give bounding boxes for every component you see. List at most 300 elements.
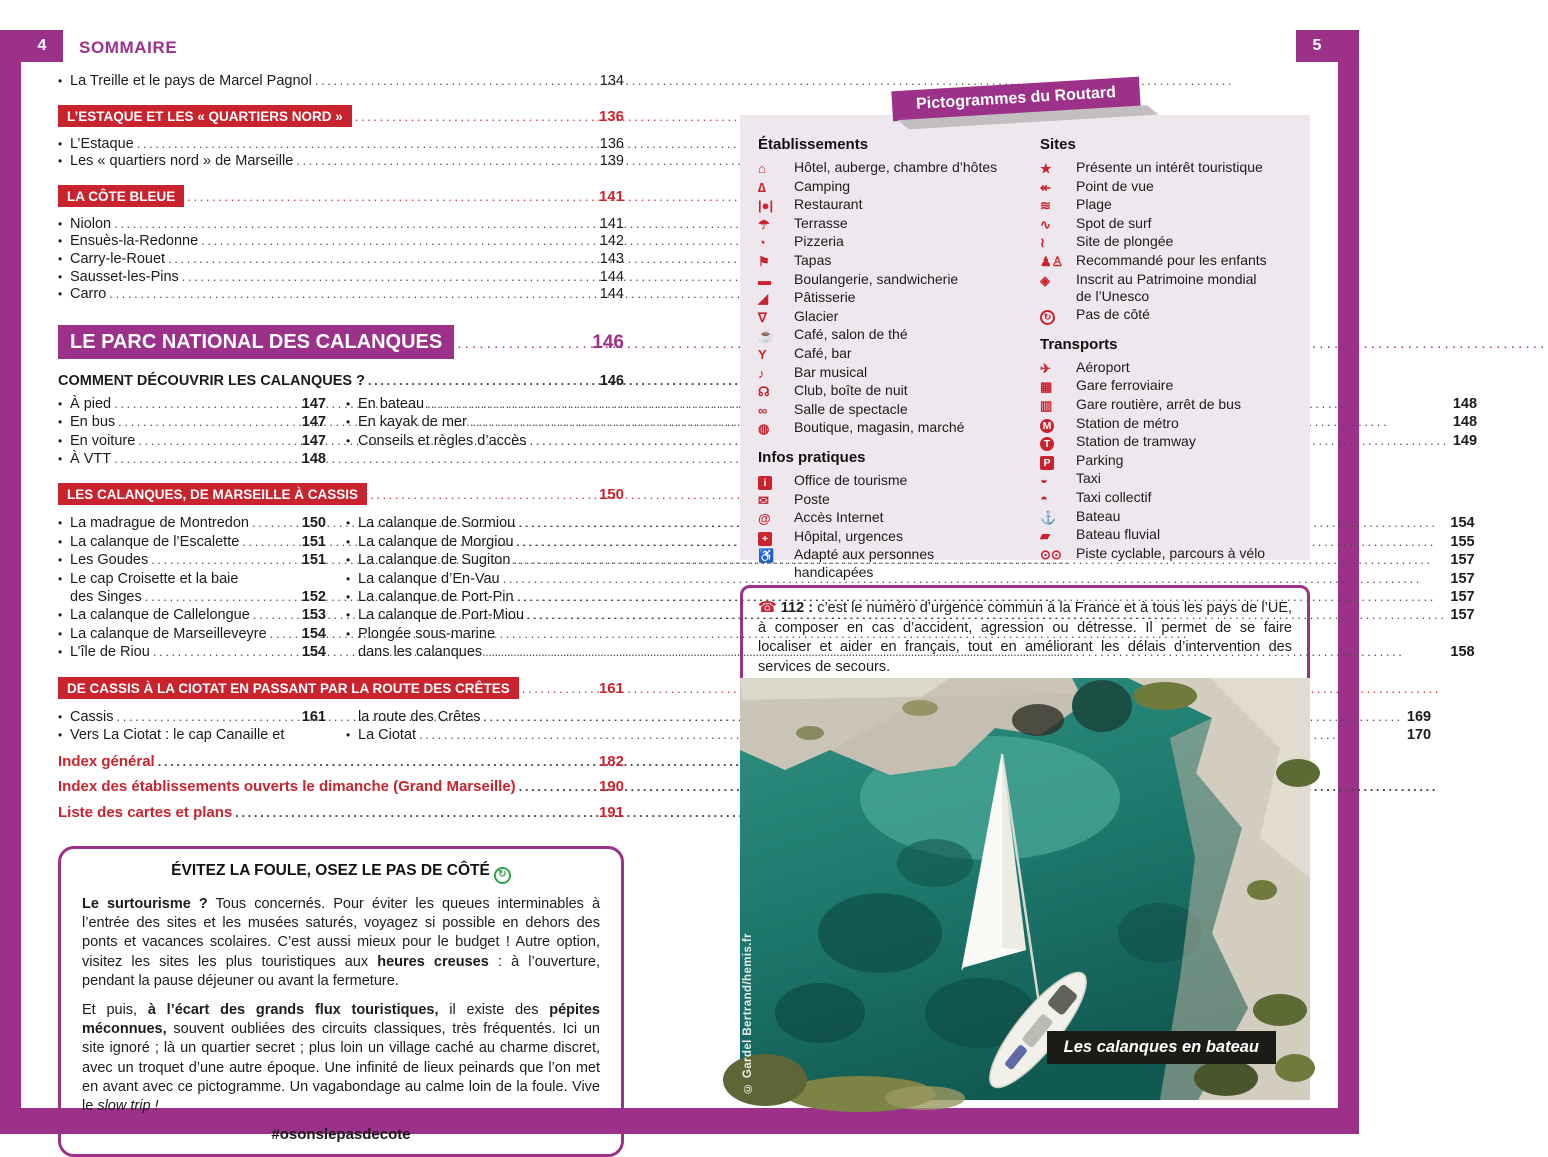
toc-item [58,450,326,468]
dotted-leader [296,153,596,170]
entry-label: • À pied [70,395,112,412]
toc-line [58,708,326,726]
legend-item [758,419,1040,438]
toc-line [58,251,624,268]
toc-column-left [58,708,326,745]
entry-label: • Cassis [70,708,114,725]
legend-item-label: Pâtisserie [794,289,856,306]
legend-item [1040,433,1310,452]
terrace-icon: ☂ [758,216,770,232]
legend-item-label: Inscrit au Patrimoine mondial de l’Unesco [1076,270,1257,305]
dotted-leader [315,73,596,90]
toc-line [58,286,624,303]
entry-label: • La calanque de Morgiou [358,533,514,550]
toc-index-entry [58,753,624,770]
kids-icon: ♟♙ [1040,253,1064,269]
pastry-icon: ◢ [758,291,768,307]
callout-paragraph: Et puis, à l’écart des grands flux touristiques, il existe des pépites méconnues, souvent oubliées des circuits classiques, très fréquentés. Ici un site ignoré ; là un quartier secret ; plus loin un village caché au charme discret, avec un troquet d’une autre époque. Une infinité de lieux peinards que l’on met en avant avec ce pictogramme. Un vagabondage au calme loin de la foule. Vive le slow trip ! [82,1001,600,1114]
dotted-leader [153,643,298,661]
legend-section-heading: Infos pratiques [758,448,866,466]
calanque-photo [740,678,1310,1100]
toc-line [58,533,326,551]
legend-item-label: Hôpital, urgences [794,527,903,544]
tapas-icon: ⚑ [758,253,770,269]
legend-item-label: Site de plongée [1076,233,1174,250]
page-number-right: 5 [1296,30,1338,62]
toc-item [58,514,326,532]
section-banner-page: 141 [598,187,624,205]
toc-line [58,413,326,431]
dotted-leader [457,335,588,353]
index-page: 182 [598,752,624,770]
dotted-leader [368,373,596,389]
legend-item-label: Gare ferroviaire [1076,377,1174,394]
parking-icon-badge: P [1040,456,1054,470]
toc-section-banner [58,105,624,127]
section-banner-label: L’ESTAQUE ET LES « QUARTIERS NORD » [58,105,352,127]
legend-item [1040,159,1310,178]
dotted-leader [151,551,298,569]
entry-page: 153 [301,607,326,624]
cafe-bar-icon: Y [758,346,767,362]
entry-label: • En voiture [70,432,136,449]
toc-line [58,606,326,624]
toc-line [58,625,326,643]
pas-de-cote-icon: ↻ [494,867,511,884]
toc-columns [58,708,1432,745]
pictograms-ribbon: Pictogrammes du Routard [891,77,1140,122]
restaurant-icon: |●| [758,198,774,214]
legend-item-label: Point de vue [1076,177,1154,194]
entry-label: des Singes [70,589,142,605]
dotted-leader [158,753,595,770]
nightclub-icon: ☊ [758,384,770,400]
tourist-interest-icon: ★ [1040,161,1052,176]
legend-item-label: Boutique, magasin, marché [794,419,965,436]
subheading-label: COMMENT DÉCOUVRIR LES CALANQUES ? [58,372,365,389]
airport-icon: ✈ [1040,360,1051,376]
entry-page: 154 [301,625,326,642]
entry-page: 144 [599,268,624,285]
dotted-leader [114,395,298,413]
toc-item [58,643,326,661]
entry-page: 157 [1450,552,1475,569]
callout-title: ÉVITEZ LA FOULE, OSEZ LE PAS DE CÔTÉ ↻ [82,862,600,884]
bike-icon: ⊙⊙ [1040,546,1062,562]
legend-section-heading: Établissements [758,136,869,153]
legend-item [758,345,1040,364]
entry-page: 161 [301,708,326,725]
photo-caption: Les calanques en bateau [1047,1031,1276,1064]
pictogram-legend [740,115,1310,580]
legend-item-label: Pizzeria [794,233,844,250]
entry-label: • La calanque de Sormiou [358,515,516,532]
entry-page: 147 [301,414,326,431]
legend-item [758,326,1040,345]
pizzeria-icon: ◔ [758,235,766,251]
legend-item [758,289,1040,308]
legend-item-label: Recommandé pour les enfants [1076,251,1267,268]
toc-item [58,625,326,643]
river-boat-icon: ▰ [1040,528,1050,544]
wheelchair-icon: ♿ [758,548,775,564]
entry-page: 157 [1450,589,1475,605]
emergency-note [740,585,1310,691]
toc-entry [58,136,624,153]
entry-page: 170 [1406,727,1432,744]
taxi-icon: ◒ [1040,472,1048,488]
sidestep-callout [58,846,624,1157]
legend-item [1040,306,1310,325]
toc-line [58,450,326,468]
toc-entry [58,251,624,268]
toc-entry [58,286,624,303]
legend-item [1040,415,1310,434]
entry-page: 151 [301,552,326,569]
toc-line [58,73,624,90]
toc-entry [58,216,624,233]
toc-line [58,726,326,744]
index-label: Liste des cartes et plans [58,803,233,821]
legend-item [1040,252,1310,271]
toc-section-banner [58,325,624,359]
toc-item [58,395,326,413]
train-station-icon: ▦ [1040,379,1053,395]
toc-line [58,643,326,661]
toc-section-banner [58,483,624,505]
dotted-leader [118,413,298,431]
dotted-leader [182,269,596,286]
legend-item [1040,396,1310,415]
ice-cream-icon: ∇ [758,309,767,325]
section-banner-page: 136 [598,107,624,125]
entry-label: • Les « quartiers nord » de Marseille [70,153,294,170]
entry-page: 147 [301,432,326,449]
entry-page: 152 [301,589,326,605]
legend-item-label: Camping [794,177,851,194]
dotted-leader [235,804,595,821]
legend-item-label: Parking [1076,451,1124,468]
dotted-leader [145,588,298,606]
toc-line [58,432,326,450]
entry-page: 148 [1452,414,1478,431]
emergency-number: 112 : [780,600,814,616]
entry-label: • Carro [70,286,107,303]
index-label: Index des établissements ouverts le dimanche (Grand Marseille) [58,778,516,796]
metro-icon [1040,415,1076,434]
entry-label: • L’Estaque [70,135,134,152]
legend-item [1040,508,1310,527]
legend-item-label: Présente un intérêt touristique [1076,159,1263,175]
dotted-leader [109,286,596,303]
legend-section-heading: Transports [1040,335,1118,353]
toc-index-entry [58,804,624,821]
legend-item-label: Restaurant [794,196,863,213]
sommaire-title: SOMMAIRE [79,38,178,57]
hospital-icon [758,528,794,547]
toc-line [58,153,624,170]
legend-item-label: Taxi collectif [1076,488,1152,505]
index-page: 191 [598,803,624,821]
entry-page: 154 [1450,515,1475,532]
legend-item-label: Plage [1076,196,1112,213]
legend-item-label: Terrasse [794,214,848,231]
legend-item [758,308,1040,327]
legend-item-label: Bateau [1076,507,1121,524]
legend-item [1040,178,1310,197]
legend-item-label: Poste [794,490,830,507]
legend-item-label: Station de métro [1076,414,1179,431]
legend-item [1040,233,1310,252]
legend-item [1040,215,1310,234]
legend-column [1040,136,1310,560]
entry-page: 136 [599,135,624,152]
toc-entry [58,269,624,286]
music-bar-icon: ♪ [758,365,765,381]
section-banner-label: LE PARC NATIONAL DES CALANQUES [58,325,454,359]
tourist-office-icon [758,472,794,491]
entry-label: • L’île de Riou [70,644,150,661]
entry-label: • Niolon [70,215,112,232]
legend-item-label: Station de tramway [1076,433,1196,450]
legend-item-label: Aéroport [1076,358,1130,375]
dotted-leader [270,625,298,643]
entry-page: 142 [599,233,624,250]
toc-entry [58,153,624,170]
legend-item [1040,196,1310,215]
dotted-leader [242,533,298,551]
dotted-leader [187,188,595,206]
entry-label: • Le cap Croisette et la baie [70,570,239,587]
theater-icon: ∞ [758,402,768,418]
legend-item-label: Salle de spectacle [794,400,908,417]
legend-column [758,136,1040,580]
toc-line [58,216,624,233]
toc-item [58,413,326,431]
section-banner-page: 150 [598,486,624,504]
toc-item [58,606,326,624]
legend-item-label: Pas de côté [1076,305,1150,322]
boat-icon: ⚓ [1040,509,1057,525]
entry-label: • En bateau [358,395,425,412]
entry-page: 169 [1406,708,1432,725]
dotted-leader [522,680,595,698]
entry-label: • Vers La Ciotat : le cap Canaille et [70,727,285,744]
dotted-leader [519,778,595,795]
legend-item-label: Bateau fluvial [1076,526,1161,543]
toc-column-left [58,514,326,661]
legend-item [758,178,1040,197]
legend-item [1040,271,1310,306]
section-banner-label: DE CASSIS À LA CIOTAT EN PASSANT PAR LA ROUTE DES CRÊTES [58,677,519,699]
toc-line [58,269,624,286]
section-banner-page: 146 [592,331,624,353]
legend-item [758,509,1040,528]
dotted-leader [114,450,298,468]
entry-page: 148 [301,450,326,467]
toc-subheading [58,373,624,389]
pas-de-cote-icon-badge: ↻ [1040,310,1055,325]
legend-item [758,472,1040,491]
surf-icon: ∿ [1040,216,1051,232]
legend-item-label: Club, boîte de nuit [794,382,908,399]
legend-item [1040,470,1310,489]
toc-item [58,708,326,726]
entry-page: 143 [599,250,624,267]
legend-item [758,159,1040,178]
toc-line [58,233,624,250]
entry-label: • Les Goudes [70,552,149,569]
photo-credit: © Gardel Bertrand/hemis.fr [742,932,754,1094]
entry-page: 134 [599,73,624,89]
dotted-leader [117,708,298,726]
toc-column-left [58,395,326,469]
parking-icon [1040,452,1076,471]
dotted-leader [253,606,298,624]
phone-icon: ☎ [758,599,777,616]
metro-icon-badge: M [1040,419,1054,433]
entry-page: 141 [599,215,624,232]
emergency-text: c’est le numéro d’urgence commun à la France et à tous les pays de l’UE, à composer en cas d’accident, agression ou détresse. Il permet de se faire localiser et aider en français, tout en améliorant les délais d’intervention des services de secours. [758,600,1293,675]
legend-item [1040,545,1310,564]
entry-page: 144 [599,286,624,303]
entry-page: 157 [1450,570,1475,587]
callout-paragraph: Le surtourisme ? Tous concernés. Pour éviter les queues interminables à l’entrée des sites et les musées saturés, voyagez si possible en dehors des ponts et vacances scolaires. C’est aussi mieux pour le budget ! Autre option, visitez les sites les plus touristiques aux heures creuses : à l’ouverture, pendant la pause déjeuner ou avant la fermeture. [82,895,601,989]
camping-icon: ∆ [758,179,766,195]
legend-item-label: Spot de surf [1076,214,1152,231]
legend-item [1040,377,1310,396]
entry-label: • Plongée sous-marine [358,625,496,642]
tramway-icon-badge: T [1040,437,1054,451]
post-office-icon: ✉ [758,492,769,508]
toc-line [58,395,326,413]
entry-label: • En bus [70,414,116,431]
entry-page: 157 [1450,607,1475,624]
unesco-icon: ◈ [1040,272,1050,288]
legend-item [758,491,1040,510]
toc-item [58,570,326,607]
entry-label: • Sausset-les-Pins [70,268,179,285]
toc-entry [58,73,624,90]
shop-icon: ◍ [758,421,770,437]
entry-label: • La calanque d’En-Vau [358,570,500,587]
dotted-leader [138,432,298,450]
dotted-leader [114,216,596,233]
entry-label: • La calanque de l’Escalette [70,533,240,550]
entry-page: 149 [1452,432,1478,449]
entry-label: • Carry-le-Rouet [70,250,166,267]
entry-label: • La calanque de Port-Miou [358,607,525,624]
entry-label: • La Treille et le pays de Marcel Pagnol [70,73,312,89]
entry-page: 139 [599,153,624,170]
toc-section-banner [58,677,624,699]
entry-page: 151 [301,533,326,550]
entry-label: dans les calanques [358,644,483,661]
legend-item-label: Adapté aux personnes handicapées [794,546,935,580]
legend-item-label: Piste cyclable, parcours à vélo [1076,544,1266,561]
toc-item [58,432,326,450]
toc-item [58,551,326,569]
toc-section-banner [58,185,624,207]
dotted-leader [252,514,298,532]
section-banner-page: 161 [598,679,624,697]
dotted-leader [201,233,596,250]
entry-label: • La calanque de Sugiton [358,552,511,569]
bakery-icon: ▬ [758,272,771,288]
entry-page: 155 [1450,533,1475,550]
viewpoint-icon: ↞ [1040,179,1051,195]
legend-item [758,271,1040,290]
beach-icon: ≋ [1040,198,1051,214]
bus-station-icon: ▥ [1040,397,1053,413]
section-banner-label: LES CALANQUES, DE MARSEILLE À CASSIS [58,483,367,505]
entry-label: • La calanque de Port-Pin [358,589,514,605]
legend-item-label: Tapas [794,251,832,268]
legend-section-heading: Sites [1040,136,1076,153]
legend-item [758,528,1040,547]
legend-item [758,196,1040,215]
entry-page: 154 [301,644,326,661]
entry-label: • Ensuès-la-Redonne [70,233,199,250]
spine-bar-left [0,30,21,1108]
legend-item-label: Glacier [794,307,839,324]
entry-label: • La madrague de Montredon [70,515,249,532]
hotel-icon: ⌂ [758,161,766,176]
toc-index-entry [58,778,624,795]
legend-item [758,546,1040,581]
page-number-left: 4 [21,30,63,62]
entry-label: • La Ciotat [358,727,417,744]
toc-line [58,570,326,588]
legend-item [758,382,1040,401]
dotted-leader [137,136,596,153]
legend-item [1040,452,1310,471]
entry-page: 150 [301,515,326,532]
legend-item-label: Bar musical [794,363,868,380]
page-right [740,0,1310,1134]
entry-page: 148 [1452,395,1478,412]
legend-item [758,252,1040,271]
toc-line [58,551,326,569]
legend-item [758,364,1040,383]
toc-line [58,136,624,153]
legend-item [758,215,1040,234]
legend-item [1040,489,1310,508]
dotted-leader [168,251,596,268]
entry-label: • À VTT [70,450,112,467]
entry-label: • La calanque de Callelongue [70,607,250,624]
entry-label: • En kayak de mer [358,414,467,431]
entry-label: la route des Crêtes [358,708,481,725]
legend-item-label: Accès Internet [794,509,884,526]
legend-item-label: Taxi [1076,470,1101,487]
callout-body [82,895,600,1116]
entry-page: 147 [301,395,326,412]
legend-item-label: Café, bar [794,344,852,361]
index-label: Index général [58,752,155,770]
dotted-leader [355,108,595,126]
legend-item [1040,359,1310,378]
toc-line [58,588,326,606]
legend-item [1040,526,1310,545]
entry-label: • La calanque de Marseilleveyre [70,625,267,642]
dotted-leader [370,486,595,504]
toc-entry [58,233,624,250]
callout-hashtag: #osonslepasdecote [271,1126,411,1144]
hospital-icon-badge: + [758,532,772,546]
legend-item-label: Boulangerie, sandwicherie [794,270,959,287]
legend-item-label: Office de tourisme [794,471,908,488]
